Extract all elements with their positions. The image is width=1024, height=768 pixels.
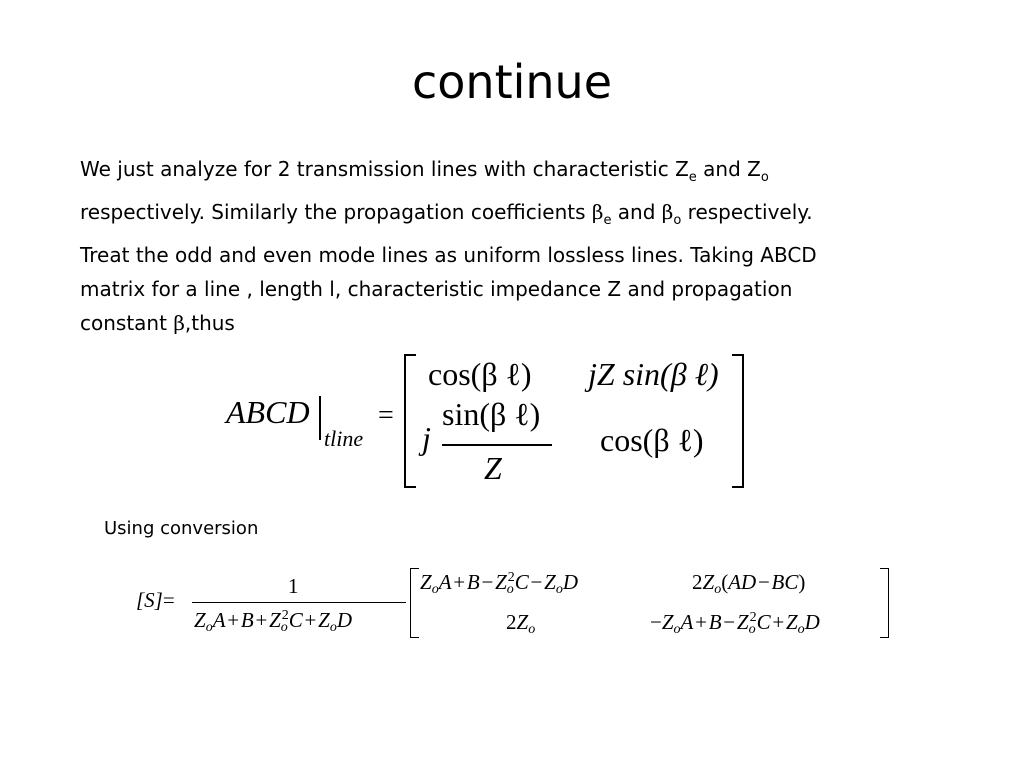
fraction-line	[442, 444, 552, 446]
s-lhs-text: [S]	[136, 588, 163, 612]
beta-symbol: β	[173, 311, 185, 335]
scalar-denominator: ZoA + B + $Zo^2C$ + ZoD	[194, 608, 352, 635]
matrix-left-bracket	[404, 354, 416, 488]
paragraph-line-4: matrix for a line , length l, characteristic impedance Z and propagation	[80, 277, 793, 301]
s-matrix-cell-22: −ZoA + B − $Zo^2C$ + ZoD	[650, 610, 820, 637]
conversion-label: Using conversion	[104, 518, 259, 539]
text-segment: and Z	[696, 157, 761, 181]
tline-subscript: tline	[324, 426, 364, 451]
matrix-right-bracket	[732, 354, 744, 488]
s-matrix-cell-21: 2Zo	[506, 610, 536, 637]
scalar-fraction-line	[192, 602, 406, 603]
matrix-cell-11: cos(β ℓ)	[428, 356, 532, 392]
text-segment: respectively. Similarly the propagation coefficients	[80, 200, 592, 224]
text-segment: We just analyze for 2 transmission lines with characteristic Z	[80, 157, 689, 181]
s-matrix-cell-12: 2Zo(AD − BC)	[692, 570, 806, 597]
paragraph-line-2	[80, 195, 960, 238]
abcd-equation	[226, 350, 756, 490]
paragraph-line-1	[80, 152, 960, 195]
equals-sign: =	[378, 400, 394, 431]
body-paragraph	[80, 152, 960, 340]
subscript-e: e	[603, 213, 612, 228]
subscript-e: e	[688, 170, 697, 185]
equals-sign: =	[162, 588, 175, 612]
s-matrix-left-bracket	[410, 568, 419, 638]
text-segment: constant	[80, 311, 174, 335]
slide-title: continue	[411, 55, 612, 109]
s-matrix-lhs	[136, 588, 175, 613]
evaluation-bar	[319, 396, 321, 440]
paragraph-line-5	[80, 306, 960, 340]
beta-symbol: β	[591, 200, 604, 224]
subscript-o: o	[760, 170, 769, 185]
text-segment: ,thus	[184, 311, 235, 335]
abcd-label: ABCD	[226, 394, 310, 430]
s-matrix-cell-11: ZoA + B − $Zo^2C$ − ZoD	[420, 570, 578, 597]
paragraph-line-3: Treat the odd and even mode lines as uniform lossless lines. Taking ABCD	[80, 243, 817, 267]
text-segment: respectively.	[681, 200, 813, 224]
beta-symbol: β	[661, 200, 674, 224]
matrix-cell-22: cos(β ℓ)	[600, 422, 704, 458]
matrix-cell-21-j: j	[422, 420, 431, 456]
subscript-o: o	[673, 213, 682, 228]
scalar-numerator: 1	[288, 574, 299, 598]
text-segment: and	[611, 200, 662, 224]
matrix-cell-12: jZ sin(β ℓ)	[588, 356, 719, 392]
s-matrix-right-bracket	[880, 568, 889, 638]
matrix-cell-21-numerator: sin(β ℓ)	[442, 396, 541, 432]
s-parameter-equation	[136, 564, 896, 644]
matrix-cell-21-denominator: Z	[484, 450, 502, 486]
